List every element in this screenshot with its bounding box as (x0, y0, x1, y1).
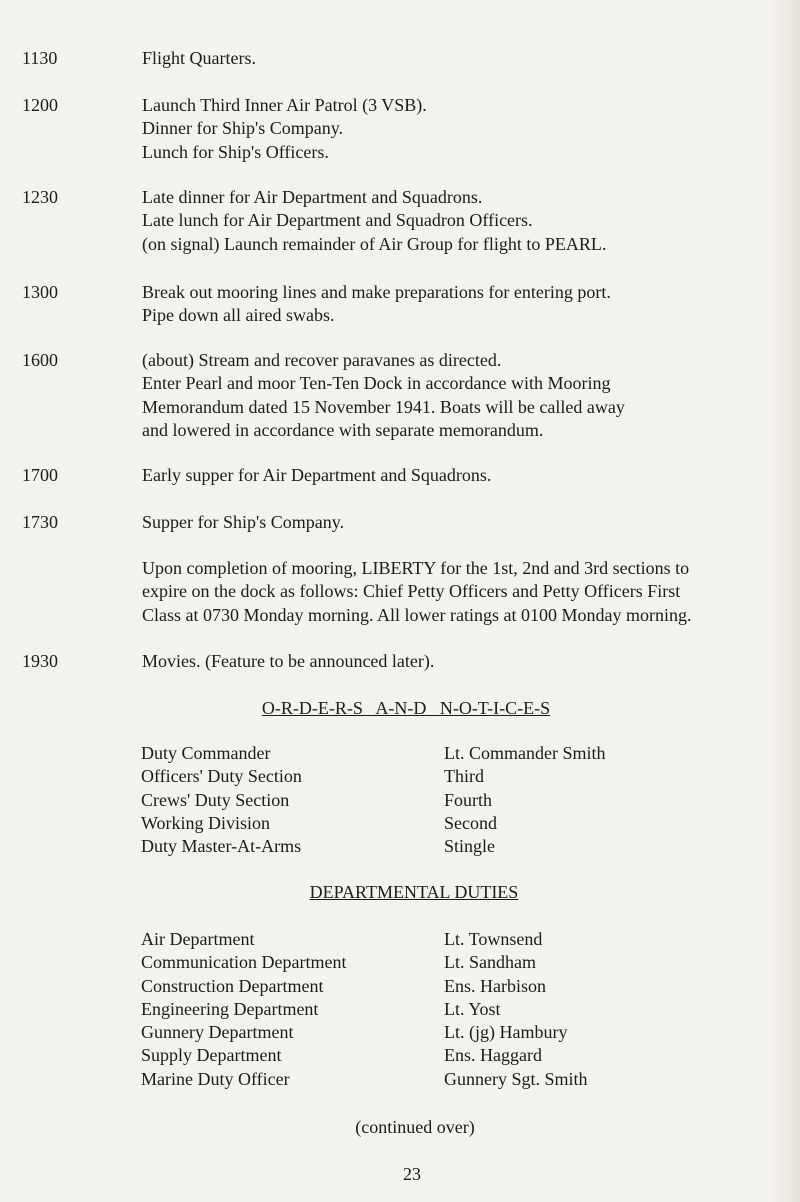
schedule-text (142, 464, 792, 487)
orders-row (141, 742, 701, 765)
duty-label: Gunnery Department (141, 1022, 294, 1043)
duty-label: Construction Department (141, 975, 324, 996)
schedule-line: and lowered in accordance with separate memorandum. (142, 419, 544, 440)
schedule-line: Flight Quarters. (142, 48, 256, 68)
department-row (141, 975, 701, 998)
schedule-text (142, 47, 792, 70)
duty-value: Lt. Yost (444, 998, 501, 1019)
schedule-line: Break out mooring lines and make preparations for entering port. (142, 282, 611, 302)
department-row (141, 1068, 701, 1091)
schedule-time: 1700 (22, 465, 58, 485)
schedule-time: 1300 (22, 282, 58, 302)
duty-value: Lt. Sandham (444, 952, 536, 973)
duty-label: Duty Master-At-Arms (141, 836, 302, 857)
duty-value: Third (444, 766, 484, 787)
duty-label: Supply Department (141, 1045, 282, 1066)
duty-value: Lt. (jg) Hambury (444, 1022, 568, 1043)
schedule-line: Early supper for Air Department and Squadrons. (142, 465, 492, 485)
duty-value: Stingle (444, 836, 496, 857)
schedule-line: Movies. (Feature to be announced later). (142, 651, 435, 671)
schedule-text (142, 349, 792, 442)
page-edge-shadow (770, 0, 800, 1202)
duty-value: Ens. Haggard (444, 1045, 542, 1066)
schedule-text (142, 186, 792, 256)
schedule-text (142, 511, 792, 534)
orders-row (141, 789, 701, 812)
schedule-line: Late lunch for Air Department and Squadron Officers. (142, 210, 533, 231)
duty-label: Engineering Department (141, 998, 319, 1019)
duty-label: Duty Commander (141, 743, 271, 763)
schedule-line: Launch Third Inner Air Patrol (3 VSB). (142, 95, 427, 115)
departmental-heading: DEPARTMENTAL DUTIES (309, 882, 519, 902)
duty-value: Ens. Harbison (444, 975, 546, 996)
department-row (141, 1044, 701, 1067)
schedule-line: (about) Stream and recover paravanes as directed. (142, 350, 502, 370)
duty-value: Gunnery Sgt. Smith (444, 1068, 588, 1089)
department-row (141, 1021, 701, 1044)
schedule-text (142, 650, 792, 673)
departmental-list (141, 928, 701, 1091)
duty-label: Marine Duty Officer (141, 1068, 290, 1089)
schedule-text (142, 94, 792, 164)
department-row (141, 928, 701, 951)
schedule-line: Pipe down all aired swabs. (142, 305, 335, 326)
continued-note: (continued over) (355, 1117, 475, 1137)
schedule-time: 1600 (22, 350, 58, 370)
duty-value: Second (444, 812, 497, 833)
schedule-line: Supper for Ship's Company. (142, 512, 345, 532)
duty-label: Working Division (141, 812, 271, 833)
duty-value: Lt. Commander Smith (444, 743, 606, 763)
duty-value: Fourth (444, 789, 493, 810)
schedule-line: Dinner for Ship's Company. (142, 118, 344, 139)
orders-heading: O-R-D-E-R-S A-N-D N-O-T-I-C-E-S (261, 698, 551, 718)
schedule-line: Upon completion of mooring, LIBERTY for the 1st, 2nd and 3rd sections to (142, 558, 690, 578)
schedule-line: Lunch for Ship's Officers. (142, 141, 329, 162)
schedule-line: Enter Pearl and moor Ten-Ten Dock in accordance with Mooring (142, 373, 611, 394)
department-row (141, 951, 701, 974)
orders-row (141, 812, 701, 835)
page-number: 23 (403, 1164, 421, 1184)
duty-label: Crews' Duty Section (141, 789, 290, 810)
orders-row (141, 835, 701, 858)
duty-label: Communication Department (141, 952, 347, 973)
department-row (141, 998, 701, 1021)
duty-label: Air Department (141, 929, 255, 949)
schedule-time: 1130 (22, 48, 58, 68)
schedule-text (142, 557, 792, 627)
orders-row (141, 765, 701, 788)
schedule-line: (on signal) Launch remainder of Air Group for flight to PEARL. (142, 233, 607, 254)
duty-value: Lt. Townsend (444, 929, 543, 949)
schedule-line: Class at 0730 Monday morning. All lower ratings at 0100 Monday morning. (142, 604, 692, 625)
schedule-time: 1230 (22, 187, 58, 207)
schedule-line: Memorandum dated 15 November 1941. Boats will be called away (142, 396, 625, 417)
schedule-text (142, 281, 792, 328)
schedule-line: expire on the dock as follows: Chief Petty Officers and Petty Officers First (142, 581, 681, 602)
duty-label: Officers' Duty Section (141, 766, 302, 787)
schedule-line: Late dinner for Air Department and Squadrons. (142, 187, 483, 207)
orders-list (141, 742, 701, 858)
schedule-time: 1930 (22, 651, 58, 671)
schedule-time: 1200 (22, 95, 58, 115)
schedule-time: 1730 (22, 512, 58, 532)
